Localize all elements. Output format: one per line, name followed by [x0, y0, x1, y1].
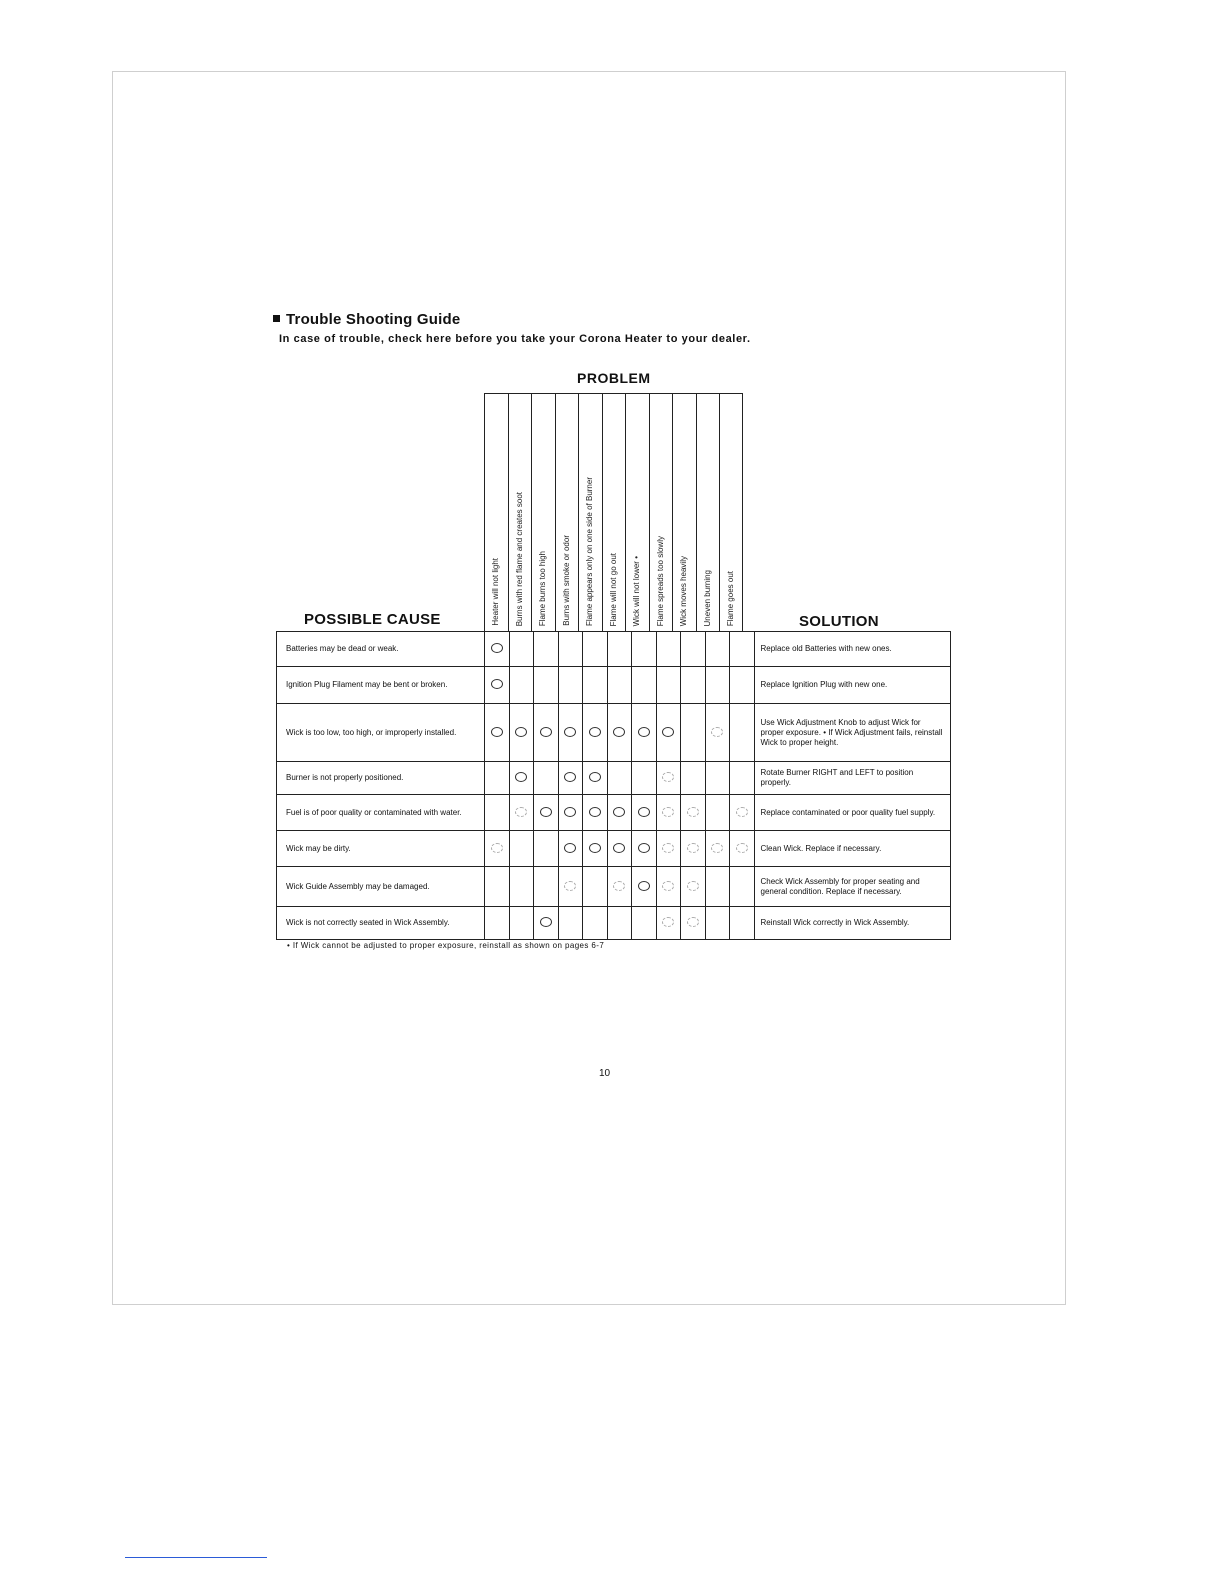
- mark-cell: [607, 907, 632, 940]
- mark-cell: [632, 831, 657, 867]
- circle-mark-icon: [589, 843, 601, 853]
- cause-cell: Batteries may be dead or weak.: [277, 632, 485, 667]
- mark-cell: [681, 831, 706, 867]
- circle-mark-icon: [540, 807, 552, 817]
- mark-cell: [681, 762, 706, 795]
- problem-heading: PROBLEM: [577, 370, 651, 386]
- mark-cell: [705, 831, 730, 867]
- circle-mark-icon: [687, 807, 699, 817]
- table-row: [277, 867, 951, 907]
- mark-cell: [485, 831, 510, 867]
- mark-cell: [705, 632, 730, 667]
- mark-cell: [583, 867, 608, 907]
- circle-mark-icon: [564, 727, 576, 737]
- solution-cell: Replace contaminated or poor quality fuel supply.: [754, 795, 950, 831]
- cause-cell: Wick is too low, too high, or improperly installed.: [277, 704, 485, 762]
- solution-cell: Replace Ignition Plug with new one.: [754, 667, 950, 704]
- circle-mark-icon: [589, 807, 601, 817]
- mark-cell: [681, 795, 706, 831]
- circle-mark-icon: [736, 843, 748, 853]
- circle-mark-icon: [711, 727, 723, 737]
- circle-mark-icon: [662, 727, 674, 737]
- mark-cell: [485, 907, 510, 940]
- mark-cell: [534, 907, 559, 940]
- mark-cell: [485, 762, 510, 795]
- circle-mark-icon: [491, 643, 503, 653]
- guide-title-text: Trouble Shooting Guide: [286, 311, 461, 328]
- mark-cell: [632, 907, 657, 940]
- circle-mark-icon: [564, 843, 576, 853]
- mark-cell: [656, 867, 681, 907]
- cause-cell: Burner is not properly positioned.: [277, 762, 485, 795]
- mark-cell: [705, 795, 730, 831]
- problem-label: Wick moves heavily: [679, 555, 688, 626]
- circle-mark-icon: [736, 807, 748, 817]
- circle-mark-icon: [662, 843, 674, 853]
- mark-cell: [705, 867, 730, 907]
- mark-cell: [730, 667, 755, 704]
- mark-cell: [558, 831, 583, 867]
- problem-column-header: [531, 394, 555, 632]
- circle-mark-icon: [687, 843, 699, 853]
- problem-label: Flame appears only on one side of Burner: [585, 477, 594, 626]
- table-row: [277, 704, 951, 762]
- table-row: [277, 762, 951, 795]
- mark-cell: [534, 632, 559, 667]
- circle-mark-icon: [638, 727, 650, 737]
- mark-cell: [534, 704, 559, 762]
- mark-cell: [583, 907, 608, 940]
- mark-cell: [509, 632, 534, 667]
- mark-cell: [558, 632, 583, 667]
- circle-mark-icon: [613, 843, 625, 853]
- mark-cell: [656, 795, 681, 831]
- mark-cell: [607, 762, 632, 795]
- mark-cell: [485, 667, 510, 704]
- circle-mark-icon: [638, 881, 650, 891]
- circle-mark-icon: [662, 772, 674, 782]
- problem-column-header: [625, 394, 649, 632]
- circle-mark-icon: [564, 772, 576, 782]
- mark-cell: [534, 831, 559, 867]
- solution-cell: Check Wick Assembly for proper seating and general condition. Replace if necessary.: [754, 867, 950, 907]
- mark-cell: [632, 795, 657, 831]
- circle-mark-icon: [638, 807, 650, 817]
- problem-column-header: [719, 394, 743, 632]
- mark-cell: [656, 762, 681, 795]
- circle-mark-icon: [662, 807, 674, 817]
- problem-column-header: [649, 394, 673, 632]
- mark-cell: [730, 795, 755, 831]
- circle-mark-icon: [515, 772, 527, 782]
- table-row: [277, 632, 951, 667]
- cause-cell: Ignition Plug Filament may be bent or broken.: [277, 667, 485, 704]
- circle-mark-icon: [491, 843, 503, 853]
- problem-column-headers: [484, 393, 743, 632]
- mark-cell: [534, 762, 559, 795]
- mark-cell: [632, 762, 657, 795]
- mark-cell: [485, 867, 510, 907]
- circle-mark-icon: [662, 917, 674, 927]
- bottom-rule: [125, 1557, 267, 1558]
- problem-label: Heater will not light: [491, 558, 500, 626]
- mark-cell: [730, 867, 755, 907]
- solution-cell: Reinstall Wick correctly in Wick Assembly.: [754, 907, 950, 940]
- mark-cell: [509, 762, 534, 795]
- mark-cell: [509, 667, 534, 704]
- mark-cell: [558, 867, 583, 907]
- mark-cell: [509, 831, 534, 867]
- mark-cell: [705, 762, 730, 795]
- circle-mark-icon: [662, 881, 674, 891]
- problem-label: Flame goes out: [726, 570, 735, 626]
- mark-cell: [656, 907, 681, 940]
- problem-column-header: [696, 394, 720, 632]
- mark-cell: [607, 867, 632, 907]
- cause-heading: POSSIBLE CAUSE: [304, 611, 441, 628]
- mark-cell: [730, 704, 755, 762]
- circle-mark-icon: [613, 881, 625, 891]
- mark-cell: [583, 667, 608, 704]
- table-row: [277, 831, 951, 867]
- trouble-shooting-table: [276, 631, 951, 940]
- mark-cell: [681, 704, 706, 762]
- cause-cell: Wick Guide Assembly may be damaged.: [277, 867, 485, 907]
- circle-mark-icon: [711, 843, 723, 853]
- problem-column-header: [672, 394, 696, 632]
- bullet-icon: [273, 315, 280, 322]
- problem-label: Burns with smoke or odor: [561, 535, 571, 626]
- circle-mark-icon: [515, 807, 527, 817]
- mark-cell: [656, 831, 681, 867]
- mark-cell: [705, 907, 730, 940]
- problem-column-header: [508, 394, 532, 632]
- problem-label: Flame will not go out: [608, 552, 618, 626]
- table-row: [277, 795, 951, 831]
- mark-cell: [681, 667, 706, 704]
- footnote: • If Wick cannot be adjusted to proper exposure, reinstall as shown on pages 6-7: [287, 941, 605, 950]
- circle-mark-icon: [491, 679, 503, 689]
- solution-heading: SOLUTION: [799, 613, 879, 630]
- problem-column-header: [602, 394, 626, 632]
- mark-cell: [681, 907, 706, 940]
- circle-mark-icon: [638, 843, 650, 853]
- circle-mark-icon: [613, 727, 625, 737]
- mark-cell: [607, 667, 632, 704]
- mark-cell: [485, 632, 510, 667]
- problem-column-header: [578, 394, 602, 632]
- mark-cell: [632, 632, 657, 667]
- mark-cell: [730, 762, 755, 795]
- mark-cell: [656, 667, 681, 704]
- mark-cell: [583, 704, 608, 762]
- circle-mark-icon: [687, 917, 699, 927]
- mark-cell: [705, 704, 730, 762]
- mark-cell: [730, 907, 755, 940]
- mark-cell: [558, 795, 583, 831]
- mark-cell: [730, 831, 755, 867]
- problem-label: Flame spreads too slowly: [655, 535, 665, 626]
- circle-mark-icon: [491, 727, 503, 737]
- mark-cell: [583, 762, 608, 795]
- mark-cell: [607, 795, 632, 831]
- solution-cell: Clean Wick. Replace if necessary.: [754, 831, 950, 867]
- mark-cell: [509, 704, 534, 762]
- mark-cell: [558, 704, 583, 762]
- cause-cell: Fuel is of poor quality or contaminated with water.: [277, 795, 485, 831]
- mark-cell: [509, 907, 534, 940]
- circle-mark-icon: [613, 807, 625, 817]
- solution-cell: Replace old Batteries with new ones.: [754, 632, 950, 667]
- mark-cell: [632, 667, 657, 704]
- circle-mark-icon: [540, 917, 552, 927]
- mark-cell: [583, 632, 608, 667]
- mark-cell: [534, 667, 559, 704]
- guide-subtitle: In case of trouble, check here before you take your Corona Heater to your dealer.: [279, 333, 751, 345]
- circle-mark-icon: [564, 807, 576, 817]
- guide-title: [273, 311, 460, 328]
- circle-mark-icon: [687, 881, 699, 891]
- mark-cell: [583, 831, 608, 867]
- mark-cell: [485, 704, 510, 762]
- mark-cell: [632, 704, 657, 762]
- mark-cell: [681, 632, 706, 667]
- mark-cell: [607, 632, 632, 667]
- cause-cell: Wick is not correctly seated in Wick Assembly.: [277, 907, 485, 940]
- mark-cell: [485, 795, 510, 831]
- cause-cell: Wick may be dirty.: [277, 831, 485, 867]
- problem-label: Wick will not lower •: [632, 555, 641, 626]
- solution-cell: Use Wick Adjustment Knob to adjust Wick for proper exposure. • If Wick Adjustment fails, reinstall Wick to proper height.: [754, 704, 950, 762]
- mark-cell: [607, 831, 632, 867]
- table-row: [277, 667, 951, 704]
- mark-cell: [730, 632, 755, 667]
- circle-mark-icon: [564, 881, 576, 891]
- mark-cell: [558, 762, 583, 795]
- solution-cell: Rotate Burner RIGHT and LEFT to position properly.: [754, 762, 950, 795]
- problem-label: Uneven burning: [702, 569, 712, 626]
- mark-cell: [509, 867, 534, 907]
- mark-cell: [534, 795, 559, 831]
- mark-cell: [534, 867, 559, 907]
- mark-cell: [509, 795, 534, 831]
- mark-cell: [632, 867, 657, 907]
- problem-label: Burns with red flame and creates soot: [514, 491, 524, 626]
- circle-mark-icon: [515, 727, 527, 737]
- circle-mark-icon: [589, 727, 601, 737]
- mark-cell: [656, 632, 681, 667]
- mark-cell: [681, 867, 706, 907]
- mark-cell: [656, 704, 681, 762]
- circle-mark-icon: [589, 772, 601, 782]
- mark-cell: [705, 667, 730, 704]
- mark-cell: [558, 667, 583, 704]
- problem-column-header: [484, 394, 508, 632]
- circle-mark-icon: [540, 727, 552, 737]
- mark-cell: [558, 907, 583, 940]
- table-row: [277, 907, 951, 940]
- problem-column-header: [555, 394, 579, 632]
- mark-cell: [607, 704, 632, 762]
- problem-label: Flame burns too high: [538, 550, 547, 626]
- page-number: 10: [599, 1068, 611, 1079]
- mark-cell: [583, 795, 608, 831]
